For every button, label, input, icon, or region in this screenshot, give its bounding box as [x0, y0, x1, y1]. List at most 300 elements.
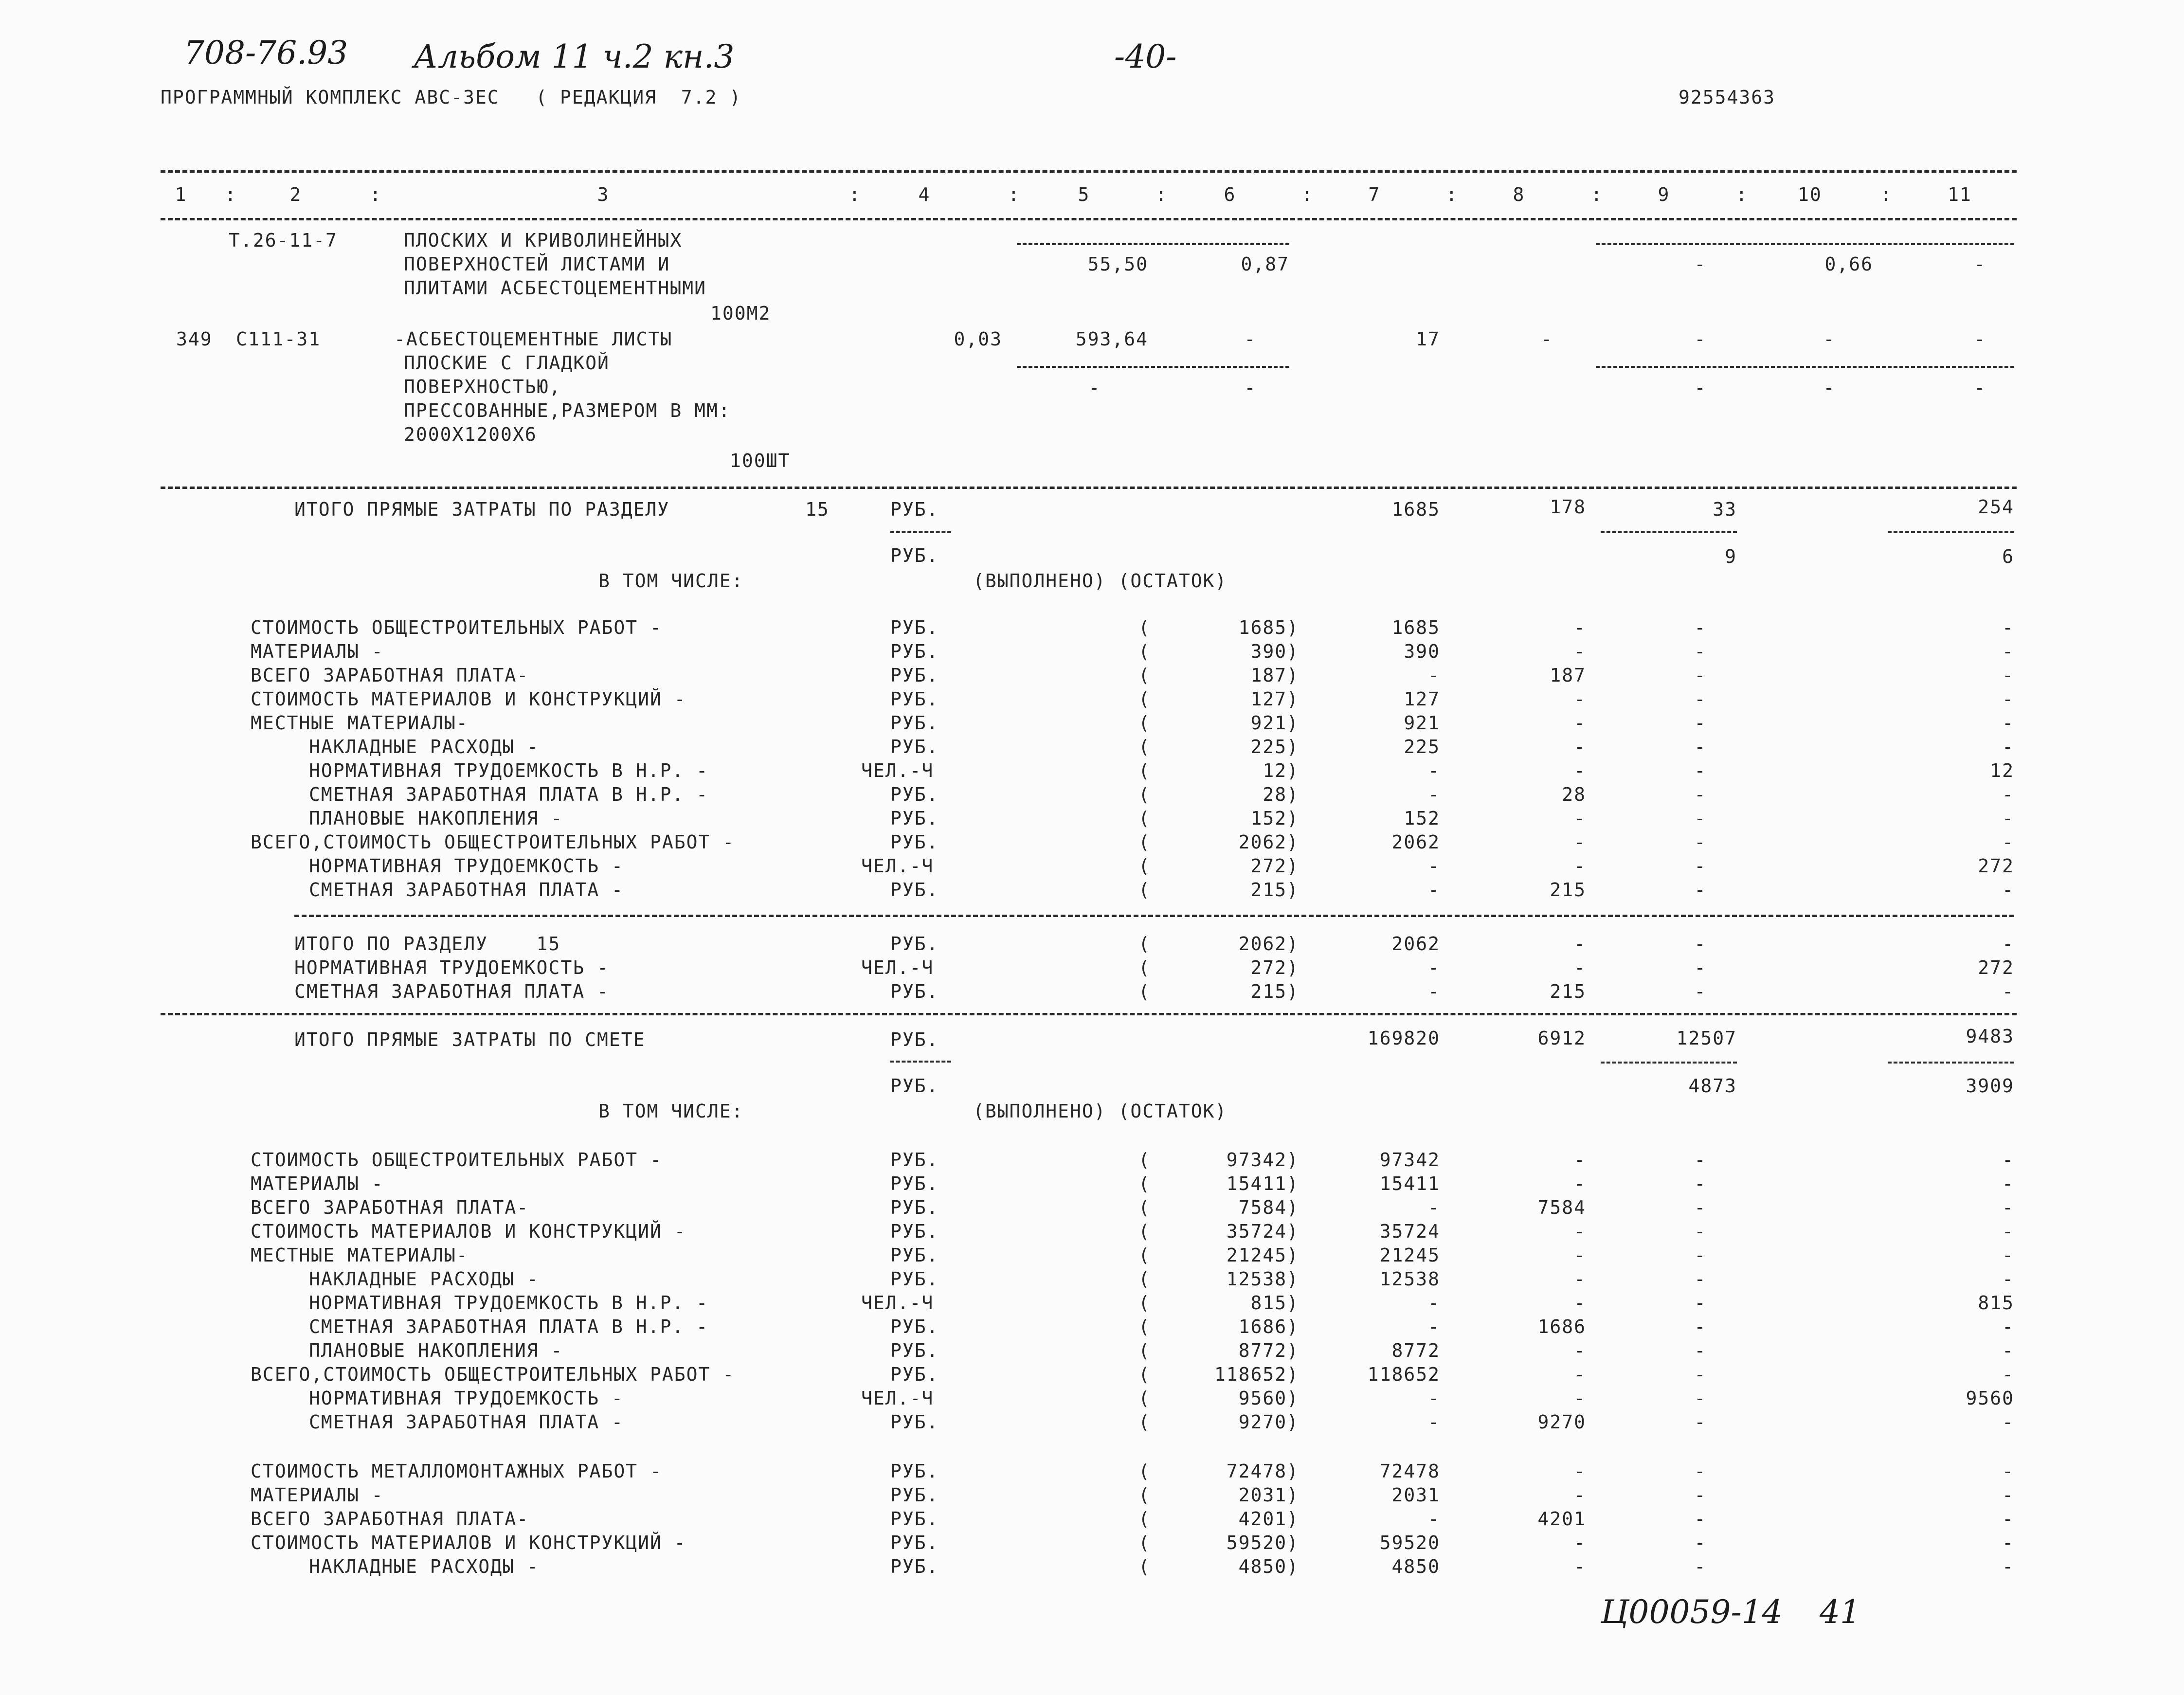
- row-c8: -: [1574, 1484, 1586, 1506]
- row-c8: 1686: [1537, 1316, 1586, 1337]
- handwritten-sheet-number: 41: [1820, 1593, 1860, 1631]
- row-c9: -: [1694, 1173, 1707, 1194]
- row-label: СТОИМОСТЬ МЕТАЛЛОМОНТАЖНЫХ РАБОТ -: [251, 1461, 662, 1482]
- row-c11: 272: [1978, 855, 2014, 877]
- row-paren-open: (: [1138, 1484, 1151, 1506]
- row-c11: -: [2002, 933, 2014, 955]
- row-paren-value: 12538): [1226, 1268, 1299, 1290]
- row-paren-value: 15411): [1226, 1173, 1299, 1194]
- row-unit: РУБ.: [890, 933, 939, 955]
- row-c8: -: [1574, 1292, 1586, 1314]
- row-c7: 59520: [1379, 1532, 1440, 1553]
- column-header-7: 7: [1368, 184, 1381, 205]
- row-c7: 1685: [1391, 617, 1440, 638]
- section-total-c9: 33: [1713, 499, 1737, 520]
- row-unit: РУБ.: [890, 1149, 939, 1171]
- row-c11: -: [2002, 1244, 2014, 1266]
- row-c7: 97342: [1379, 1149, 1440, 1171]
- row-c8: -: [1574, 1364, 1586, 1385]
- document-number: 92554363: [1679, 87, 1776, 108]
- row-paren-value: 9560): [1238, 1388, 1299, 1409]
- row-paren-open: (: [1138, 641, 1151, 662]
- row-c9: -: [1694, 665, 1707, 686]
- row-paren-value: 272): [1250, 957, 1299, 978]
- row-label: СТОИМОСТЬ ОБЩЕСТРОИТЕЛЬНЫХ РАБОТ -: [251, 617, 662, 638]
- row-c11: -: [2002, 712, 2014, 734]
- row-label: ВСЕГО,СТОИМОСТЬ ОБЩЕСТРОИТЕЛЬНЫХ РАБОТ -: [251, 831, 735, 853]
- estimate-total-c9b: 4873: [1688, 1075, 1737, 1097]
- row-c8: -: [1574, 1244, 1586, 1266]
- row-paren-open: (: [1138, 1508, 1151, 1530]
- row-c9: -: [1694, 1556, 1707, 1577]
- row-label: СТОИМОСТЬ ОБЩЕСТРОИТЕЛЬНЫХ РАБОТ -: [251, 1149, 662, 1171]
- header-bottom-rule: [161, 218, 2017, 220]
- handwritten-project-code: 708-76.93: [184, 34, 348, 72]
- row-c7: -: [1428, 1316, 1440, 1337]
- cell-sub-c9: -: [1694, 377, 1707, 398]
- row-c9: -: [1694, 1292, 1707, 1314]
- estimate-total-c7: 169820: [1367, 1028, 1440, 1049]
- row-unit: РУБ.: [890, 1173, 939, 1194]
- row-c8: -: [1574, 1388, 1586, 1409]
- column-header-11: 11: [1948, 184, 1972, 205]
- row-c11: -: [2002, 784, 2014, 805]
- row-c7: -: [1428, 1508, 1440, 1530]
- row-label: НОРМАТИВНАЯ ТРУДОЕМКОСТЬ В Н.Р. -: [309, 760, 708, 781]
- cell-c6: -: [1244, 328, 1257, 350]
- row-c9: -: [1694, 760, 1707, 781]
- row-c8: -: [1574, 641, 1586, 662]
- row-label: НОРМАТИВНАЯ ТРУДОЕМКОСТЬ В Н.Р. -: [309, 1292, 708, 1314]
- row-c11: 815: [1978, 1292, 2014, 1314]
- row-unit: РУБ.: [890, 712, 939, 734]
- row-paren-value: 59520): [1226, 1532, 1299, 1553]
- handwritten-album: Альбом 11 ч.2 кн.3: [414, 38, 735, 75]
- row-label: СМЕТНАЯ ЗАРАБОТНАЯ ПЛАТА В Н.Р. -: [309, 1316, 708, 1337]
- section-rule: [161, 487, 2017, 489]
- row-c11: -: [2002, 736, 2014, 757]
- row-paren-value: 35724): [1226, 1221, 1299, 1242]
- row-unit: РУБ.: [890, 617, 939, 638]
- row-label: СМЕТНАЯ ЗАРАБОТНАЯ ПЛАТА -: [294, 981, 609, 1002]
- column-separator: :: [1880, 184, 1893, 205]
- row-c8: -: [1574, 760, 1586, 781]
- estimate-total-label: ИТОГО ПРЯМЫЕ ЗАТРАТЫ ПО СМЕТЕ: [294, 1029, 646, 1050]
- row-unit: РУБ.: [890, 1340, 939, 1361]
- row-paren-value: 7584): [1238, 1197, 1299, 1218]
- row-c7: -: [1428, 1388, 1440, 1409]
- row-c7: 2062: [1391, 831, 1440, 853]
- column-separator: :: [1301, 184, 1314, 205]
- row-paren-value: 272): [1250, 855, 1299, 877]
- row-c7: 118652: [1367, 1364, 1440, 1385]
- row-c9: -: [1694, 1340, 1707, 1361]
- item-desc-line: ПРЕССОВАННЫЕ,РАЗМЕРОМ В ММ:: [404, 400, 731, 421]
- column-header-9: 9: [1658, 184, 1670, 205]
- unit-underline: [890, 531, 951, 533]
- row-paren-open: (: [1138, 688, 1151, 710]
- cell-underline: [1017, 243, 1289, 245]
- row-paren-open: (: [1138, 1244, 1151, 1266]
- row-paren-value: 118652): [1214, 1364, 1299, 1385]
- row-paren-open: (: [1138, 665, 1151, 686]
- row-unit: РУБ.: [890, 1268, 939, 1290]
- row-c9: -: [1694, 1244, 1707, 1266]
- row-paren-value: 921): [1250, 712, 1299, 734]
- row-label: ВСЕГО,СТОИМОСТЬ ОБЩЕСТРОИТЕЛЬНЫХ РАБОТ -: [251, 1364, 735, 1385]
- row-c9: -: [1694, 1197, 1707, 1218]
- row-label: НАКЛАДНЫЕ РАСХОДЫ -: [309, 736, 539, 757]
- row-paren-value: 4850): [1238, 1556, 1299, 1577]
- item-number: 349: [176, 328, 213, 350]
- row-c9: -: [1694, 957, 1707, 978]
- row-unit: ЧЕЛ.-Ч: [861, 855, 934, 877]
- row-c7: -: [1428, 760, 1440, 781]
- row-c8: -: [1574, 712, 1586, 734]
- row-label: МЕСТНЫЕ МАТЕРИАЛЫ-: [251, 1244, 469, 1266]
- column-header-8: 8: [1513, 184, 1525, 205]
- row-c8: -: [1574, 957, 1586, 978]
- row-c8: -: [1574, 736, 1586, 757]
- row-paren-open: (: [1138, 855, 1151, 877]
- row-paren-value: 127): [1250, 688, 1299, 710]
- row-label: НОРМАТИВНАЯ ТРУДОЕМКОСТЬ -: [309, 1388, 624, 1409]
- row-paren-value: 1686): [1238, 1316, 1299, 1337]
- row-c8: -: [1574, 688, 1586, 710]
- row-c8: -: [1574, 933, 1586, 955]
- row-c8: -: [1574, 808, 1586, 829]
- estimate-total-c11b: 3909: [1966, 1075, 2014, 1097]
- including-label: В ТОМ ЧИСЛЕ:: [598, 570, 744, 592]
- estimate-total-unit: РУБ.: [890, 1029, 939, 1050]
- cell-c5: 593,64: [1075, 328, 1148, 350]
- row-c8: 187: [1550, 665, 1586, 686]
- row-label: ВСЕГО ЗАРАБОТНАЯ ПЛАТА-: [251, 665, 529, 686]
- item-desc-line: ПОВЕРХНОСТЬЮ,: [404, 376, 561, 397]
- row-c11: -: [2002, 688, 2014, 710]
- row-c11: -: [2002, 1411, 2014, 1433]
- item-code: Т.26-11-7: [229, 230, 338, 251]
- row-c11: -: [2002, 1364, 2014, 1385]
- column-header-2: 2: [289, 184, 302, 205]
- row-paren-open: (: [1138, 1411, 1151, 1433]
- row-c7: -: [1428, 1411, 1440, 1433]
- row-c7: 15411: [1379, 1173, 1440, 1194]
- cell-sub-c5: -: [1088, 377, 1101, 398]
- row-c7: 152: [1404, 808, 1440, 829]
- row-c7: -: [1428, 879, 1440, 901]
- row-c8: -: [1574, 1461, 1586, 1482]
- row-paren-open: (: [1138, 1461, 1151, 1482]
- row-c9: -: [1694, 1316, 1707, 1337]
- row-paren-open: (: [1138, 1149, 1151, 1171]
- row-c9: -: [1694, 831, 1707, 853]
- row-c9: -: [1694, 1149, 1707, 1171]
- row-paren-value: 9270): [1238, 1411, 1299, 1433]
- estimate-total-c9: 12507: [1676, 1028, 1737, 1049]
- row-c8: -: [1574, 617, 1586, 638]
- item-code: С111-31: [236, 328, 321, 350]
- row-c9: -: [1694, 712, 1707, 734]
- row-c8: 215: [1550, 981, 1586, 1002]
- row-c7: -: [1428, 855, 1440, 877]
- row-paren-value: 390): [1250, 641, 1299, 662]
- row-c9: -: [1694, 981, 1707, 1002]
- cell-c6: 0,87: [1241, 253, 1289, 275]
- row-c8: -: [1574, 1340, 1586, 1361]
- row-label: НАКЛАДНЫЕ РАСХОДЫ -: [309, 1556, 539, 1577]
- row-c7: -: [1428, 665, 1440, 686]
- row-c8: -: [1574, 831, 1586, 853]
- row-unit: ЧЕЛ.-Ч: [861, 1292, 934, 1314]
- row-c11: -: [2002, 1316, 2014, 1337]
- row-unit: РУБ.: [890, 1364, 939, 1385]
- item-unit: 100ШТ: [730, 450, 791, 471]
- row-paren-open: (: [1138, 712, 1151, 734]
- cell-sub-c10: -: [1823, 377, 1836, 398]
- row-paren-value: 12): [1263, 760, 1299, 781]
- row-paren-open: (: [1138, 957, 1151, 978]
- row-c7: 12538: [1379, 1268, 1440, 1290]
- row-label: ВСЕГО ЗАРАБОТНАЯ ПЛАТА-: [251, 1197, 529, 1218]
- program-line: ПРОГРАММНЫЙ КОМПЛЕКС АВС-3ЕС ( РЕДАКЦИЯ 7.2 ): [161, 87, 742, 108]
- item-unit: 100М2: [710, 303, 771, 324]
- column-header-1: 1: [175, 184, 187, 205]
- row-c9: -: [1694, 1221, 1707, 1242]
- including-label: В ТОМ ЧИСЛЕ:: [598, 1100, 744, 1122]
- row-c11: -: [2002, 808, 2014, 829]
- row-unit: РУБ.: [890, 688, 939, 710]
- row-unit: РУБ.: [890, 1316, 939, 1337]
- column-separator: :: [1008, 184, 1020, 205]
- row-c11: -: [2002, 831, 2014, 853]
- cell-c4: 0,03: [954, 328, 1002, 350]
- row-unit: РУБ.: [890, 981, 939, 1002]
- header-top-rule: [161, 170, 2017, 173]
- row-c7: -: [1428, 1197, 1440, 1218]
- row-c11: -: [2002, 981, 2014, 1002]
- row-c8: -: [1574, 1268, 1586, 1290]
- row-c8: 4201: [1537, 1508, 1586, 1530]
- row-label: МЕСТНЫЕ МАТЕРИАЛЫ-: [251, 712, 469, 734]
- row-label: СТОИМОСТЬ МАТЕРИАЛОВ И КОНСТРУКЦИЙ -: [251, 1221, 686, 1242]
- cell-underline: [1601, 1062, 1737, 1064]
- row-c11: -: [2002, 1532, 2014, 1553]
- cell-c11: -: [1974, 253, 1986, 275]
- row-c9: -: [1694, 688, 1707, 710]
- row-c7: 72478: [1379, 1461, 1440, 1482]
- row-unit: РУБ.: [890, 1244, 939, 1266]
- row-paren-open: (: [1138, 1268, 1151, 1290]
- cell-underline: [1596, 366, 2014, 368]
- row-unit: РУБ.: [890, 1508, 939, 1530]
- column-header-5: 5: [1078, 184, 1090, 205]
- cell-underline: [1888, 1062, 2014, 1064]
- row-paren-open: (: [1138, 760, 1151, 781]
- row-c8: -: [1574, 1556, 1586, 1577]
- cell-underline: [1596, 243, 2014, 245]
- row-c7: 4850: [1391, 1556, 1440, 1577]
- row-paren-open: (: [1138, 933, 1151, 955]
- row-c9: -: [1694, 808, 1707, 829]
- row-c8: -: [1574, 1221, 1586, 1242]
- row-c11: -: [2002, 1221, 2014, 1242]
- row-c11: -: [2002, 1340, 2014, 1361]
- cell-c10: 0,66: [1824, 253, 1873, 275]
- subtotal-rule: [294, 915, 2014, 917]
- row-c8: 7584: [1537, 1197, 1586, 1218]
- row-unit: РУБ.: [890, 1221, 939, 1242]
- row-c7: 225: [1404, 736, 1440, 757]
- section-total-c9b: 9: [1725, 546, 1737, 567]
- row-c9: -: [1694, 1532, 1707, 1553]
- column-separator: :: [1155, 184, 1168, 205]
- row-paren-value: 2062): [1238, 933, 1299, 955]
- section-total-label: ИТОГО ПРЯМЫЕ ЗАТРАТЫ ПО РАЗДЕЛУ: [294, 499, 670, 520]
- cell-underline: [1888, 531, 2014, 533]
- row-label: СМЕТНАЯ ЗАРАБОТНАЯ ПЛАТА -: [309, 879, 624, 901]
- row-paren-value: 187): [1250, 665, 1299, 686]
- column-header-3: 3: [597, 184, 610, 205]
- cell-c10: -: [1823, 328, 1836, 350]
- item-desc-line: ПОВЕРХНОСТЕЙ ЛИСТАМИ И: [404, 253, 670, 275]
- row-c11: 9560: [1966, 1388, 2014, 1409]
- row-paren-open: (: [1138, 617, 1151, 638]
- row-paren-open: (: [1138, 1292, 1151, 1314]
- row-paren-open: (: [1138, 1556, 1151, 1577]
- row-paren-open: (: [1138, 1340, 1151, 1361]
- row-c8: 9270: [1537, 1411, 1586, 1433]
- row-unit: РУБ.: [890, 1556, 939, 1577]
- row-paren-open: (: [1138, 784, 1151, 805]
- row-c11: -: [2002, 1268, 2014, 1290]
- row-c9: -: [1694, 879, 1707, 901]
- cell-c9: -: [1694, 253, 1707, 275]
- row-paren-open: (: [1138, 981, 1151, 1002]
- row-paren-open: (: [1138, 1388, 1151, 1409]
- row-c7: 127: [1404, 688, 1440, 710]
- section-total-c11: 254: [1978, 496, 2014, 518]
- row-c7: 21245: [1379, 1244, 1440, 1266]
- row-paren-value: 72478): [1226, 1461, 1299, 1482]
- row-c9: -: [1694, 617, 1707, 638]
- row-paren-value: 4201): [1238, 1508, 1299, 1530]
- row-c9: -: [1694, 1484, 1707, 1506]
- row-c11: -: [2002, 665, 2014, 686]
- column-separator: :: [849, 184, 861, 205]
- row-unit: РУБ.: [890, 1532, 939, 1553]
- row-paren-open: (: [1138, 1173, 1151, 1194]
- row-paren-value: 8772): [1238, 1340, 1299, 1361]
- estimate-total-unit-2: РУБ.: [890, 1075, 939, 1097]
- item-desc-line: 2000Х1200Х6: [404, 424, 537, 445]
- row-c9: -: [1694, 933, 1707, 955]
- row-unit: ЧЕЛ.-Ч: [861, 957, 934, 978]
- row-unit: РУБ.: [890, 1411, 939, 1433]
- row-label: МАТЕРИАЛЫ -: [251, 1484, 384, 1506]
- row-label: ВСЕГО ЗАРАБОТНАЯ ПЛАТА-: [251, 1508, 529, 1530]
- row-paren-value: 215): [1250, 879, 1299, 901]
- section-total-c8: 178: [1550, 496, 1586, 518]
- row-c9: -: [1694, 1508, 1707, 1530]
- row-paren-open: (: [1138, 1532, 1151, 1553]
- row-c11: -: [2002, 1484, 2014, 1506]
- handwritten-stamp: Ц00059-14: [1601, 1593, 1783, 1631]
- row-c9: -: [1694, 641, 1707, 662]
- row-c7: 35724: [1379, 1221, 1440, 1242]
- row-unit: РУБ.: [890, 831, 939, 853]
- row-label: СТОИМОСТЬ МАТЕРИАЛОВ И КОНСТРУКЦИЙ -: [251, 1532, 686, 1553]
- row-unit: РУБ.: [890, 1484, 939, 1506]
- row-label: МАТЕРИАЛЫ -: [251, 1173, 384, 1194]
- row-label: ИТОГО ПО РАЗДЕЛУ 15: [294, 933, 561, 955]
- row-c7: 390: [1404, 641, 1440, 662]
- done-rest-label: (ВЫПОЛНЕНО) (ОСТАТОК): [973, 570, 1227, 592]
- row-c11: -: [2002, 1197, 2014, 1218]
- row-unit: РУБ.: [890, 641, 939, 662]
- column-header-4: 4: [918, 184, 931, 205]
- row-c7: -: [1428, 957, 1440, 978]
- column-header-6: 6: [1224, 184, 1236, 205]
- row-label: СТОИМОСТЬ МАТЕРИАЛОВ И КОНСТРУКЦИЙ -: [251, 688, 686, 710]
- row-paren-open: (: [1138, 736, 1151, 757]
- column-header-10: 10: [1798, 184, 1822, 205]
- row-c8: 215: [1550, 879, 1586, 901]
- row-paren-open: (: [1138, 1221, 1151, 1242]
- estimate-rule: [161, 1013, 2017, 1015]
- row-c7: -: [1428, 784, 1440, 805]
- row-paren-value: 1685): [1238, 617, 1299, 638]
- row-c9: -: [1694, 1268, 1707, 1290]
- row-label: ПЛАНОВЫЕ НАКОПЛЕНИЯ -: [309, 808, 563, 829]
- unit-underline: [890, 1061, 951, 1063]
- row-paren-value: 28): [1263, 784, 1299, 805]
- row-label: НОРМАТИВНАЯ ТРУДОЕМКОСТЬ -: [294, 957, 609, 978]
- row-c8: -: [1574, 1532, 1586, 1553]
- row-c7: 2062: [1391, 933, 1440, 955]
- cell-underline: [1017, 366, 1289, 368]
- row-paren-open: (: [1138, 1316, 1151, 1337]
- row-unit: РУБ.: [890, 879, 939, 901]
- row-c9: -: [1694, 855, 1707, 877]
- estimate-total-c11: 9483: [1966, 1026, 2014, 1047]
- row-unit: РУБ.: [890, 1461, 939, 1482]
- section-total-unit-2: РУБ.: [890, 545, 939, 566]
- row-c11: -: [2002, 641, 2014, 662]
- row-label: МАТЕРИАЛЫ -: [251, 641, 384, 662]
- row-c7: 921: [1404, 712, 1440, 734]
- row-c8: 28: [1562, 784, 1586, 805]
- row-c11: -: [2002, 1149, 2014, 1171]
- row-c9: -: [1694, 784, 1707, 805]
- estimate-total-c8: 6912: [1537, 1028, 1586, 1049]
- row-unit: РУБ.: [890, 808, 939, 829]
- cell-c5: 55,50: [1087, 253, 1148, 275]
- cell-sub-c6: -: [1244, 377, 1257, 398]
- section-total-c7: 1685: [1391, 499, 1440, 520]
- row-c9: -: [1694, 1461, 1707, 1482]
- row-unit: ЧЕЛ.-Ч: [861, 760, 934, 781]
- row-unit: РУБ.: [890, 1197, 939, 1218]
- cell-sub-c11: -: [1974, 377, 1986, 398]
- row-paren-open: (: [1138, 1197, 1151, 1218]
- cell-c11: -: [1974, 328, 1986, 350]
- item-desc-line: ПЛИТАМИ АСБЕСТОЦЕМЕНТНЫМИ: [404, 277, 706, 299]
- column-separator: :: [225, 184, 237, 205]
- handwritten-page-number: -40-: [1114, 38, 1177, 75]
- row-c11: -: [2002, 879, 2014, 901]
- row-c8: -: [1574, 1149, 1586, 1171]
